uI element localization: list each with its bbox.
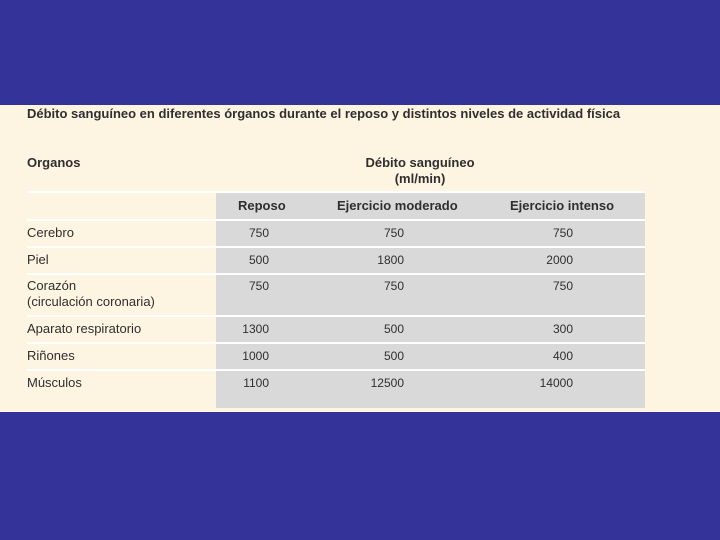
row-bg	[216, 221, 645, 246]
col-header-moderado: Ejercicio moderado	[337, 198, 458, 213]
organ-label: Riñones	[27, 348, 75, 363]
value-cell: 14000	[539, 376, 573, 390]
divider	[27, 342, 645, 344]
table-panel	[0, 105, 720, 412]
divider	[27, 369, 645, 371]
value-cell: 1800	[377, 253, 404, 267]
value-cell: 1300	[242, 322, 269, 336]
organ-label: Cerebro	[27, 225, 74, 240]
table-title: Débito sanguíneo en diferentes órganos durante el reposo y distintos niveles de actividad física	[27, 106, 621, 121]
value-cell: 1000	[242, 349, 269, 363]
organ-label: Aparato respiratorio	[27, 321, 142, 336]
organ-label	[27, 278, 155, 310]
value-cell: 500	[248, 253, 269, 267]
divider	[27, 246, 645, 248]
col-header-intenso: Ejercicio intenso	[510, 198, 615, 213]
row-bg	[216, 371, 645, 408]
value-cell: 750	[552, 279, 573, 293]
col-header-reposo: Reposo	[238, 198, 286, 213]
divider	[27, 315, 645, 317]
organs-column-header: Organos	[27, 155, 81, 170]
flow-header-line2: (ml/min)	[394, 171, 446, 186]
row-bg	[216, 248, 645, 273]
value-cell: 500	[383, 322, 404, 336]
row-bg	[216, 275, 645, 315]
value-cell: 2000	[546, 253, 573, 267]
value-cell: 1100	[243, 376, 269, 390]
divider	[27, 273, 645, 275]
value-cell: 12500	[370, 376, 404, 390]
flow-header-line1: Débito sanguíneo	[365, 155, 475, 170]
value-cell: 750	[248, 279, 269, 293]
organ-label: Músculos	[27, 375, 82, 390]
flow-column-header	[340, 155, 500, 187]
organ-label-line2: (circulación coronaria)	[27, 294, 155, 309]
row-bg	[216, 344, 645, 369]
value-cell: 750	[383, 279, 404, 293]
row-bg	[216, 317, 645, 342]
organ-label: Piel	[27, 252, 49, 267]
value-cell: 300	[552, 322, 573, 336]
value-cell: 750	[248, 226, 269, 240]
value-cell: 500	[383, 349, 404, 363]
value-cell: 400	[552, 349, 573, 363]
divider	[27, 219, 645, 221]
value-cell: 750	[383, 226, 404, 240]
value-cell: 750	[552, 226, 573, 240]
organ-label-line1: Corazón	[27, 278, 77, 293]
